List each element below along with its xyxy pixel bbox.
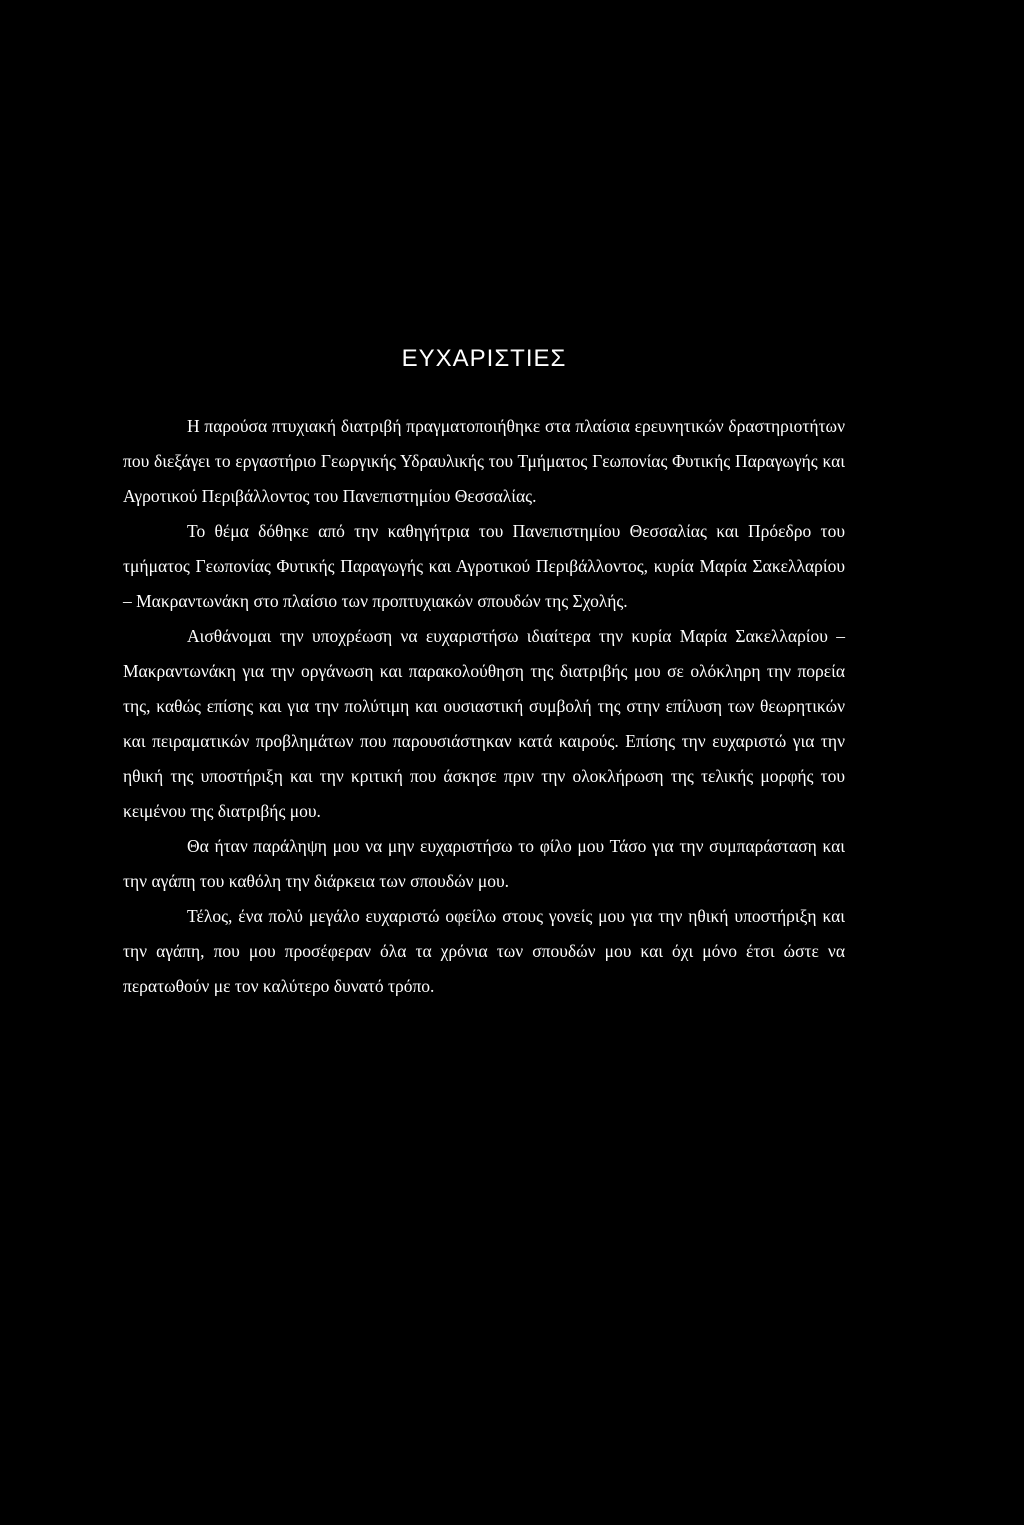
paragraph-supervisor-thanks: Αισθάνομαι την υποχρέωση να ευχαριστήσω ιδιαίτερα την κυρία Μαρία Σακελλαρίου – Μακραντωνάκη για την οργάνωση και παρακολούθηση της διατριβής μου σε ολόκληρη την πορεία της, καθώς επίσης και για την πολύτιμη και ουσιαστική συμβολή της στην επίλυση των θεωρητικών και πειραματικών προβλημάτων που παρουσιάστηκαν κατά καιρούς. Επίσης την ευχαριστώ για την ηθική της υποστήριξη και την κριτική που άσκησε πριν την ολοκλήρωση της τελικής μορφής του κειμένου της διατριβής μου. — [123, 626, 845, 821]
paragraph-topic: Το θέμα δόθηκε από την καθηγήτρια του Πανεπιστημίου Θεσσαλίας και Πρόεδρο του τμήματος Γεωπονίας Φυτικής Παραγωγής και Αγροτικού Περιβάλλοντος, κυρία Μαρία Σακελλαρίου – Μακραντωνάκη στο πλαίσιο των προπτυχιακών σπουδών της Σχολής. — [123, 521, 845, 611]
paragraph-intro: Η παρούσα πτυχιακή διατριβή πραγματοποιήθηκε στα πλαίσια ερευνητικών δραστηριοτήτων που διεξάγει το εργαστήριο Γεωργικής Υδραυλικής του Τμήματος Γεωπονίας Φυτικής Παραγωγής και Αγροτικού Περιβάλλοντος του Πανεπιστημίου Θεσσαλίας. — [123, 416, 845, 506]
paragraph-parents-thanks: Τέλος, ένα πολύ μεγάλο ευχαριστώ οφείλω στους γονείς μου για την ηθική υποστήριξη και την αγάπη, που μου προσέφεραν όλα τα χρόνια των σπουδών μου και όχι μόνο έτσι ώστε να περατωθούν με τον καλύτερο δυνατό τρόπο. — [123, 906, 845, 996]
page-title: ΕΥΧΑΡΙΣΤΙΕΣ — [401, 345, 567, 372]
acknowledgements-section — [123, 345, 845, 1004]
paragraph-friend-thanks: Θα ήταν παράληψη μου να μην ευχαριστήσω το φίλο μου Τάσο για την συμπαράσταση και την αγάπη του καθόλη την διάρκεια των σπουδών μου. — [123, 836, 845, 891]
